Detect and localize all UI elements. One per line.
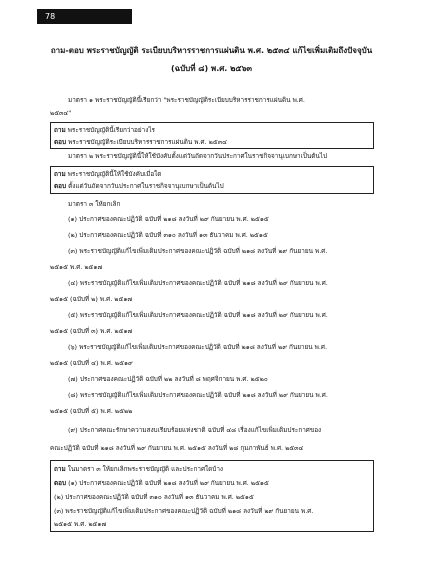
question-text: พระราชบัญญัตินี้ให้ใช้บังคับเมื่อใด <box>67 170 162 178</box>
qa-box-1 <box>50 122 374 149</box>
list-item-cont: คณะปฏิวัติ ฉบับที่ ๒๑๘ ลงวันที่ ๒๙ กันยายน พ.ศ. ๒๕๑๕ ลงวันที่ ๒๘ กุมภาพันธ์ พ.ศ. ๒๕๓๔ <box>50 444 304 452</box>
qa-1-answer <box>54 138 227 147</box>
list-item: (๗) ประกาศของคณะปฏิวัติ ฉบับที่ ๒๒ ลงวันที่ ๘ พฤศจิกายน พ.ศ. ๒๕๒๐ <box>68 375 268 383</box>
qa-box-2 <box>50 166 374 194</box>
section-2-text: มาตรา ๒ พระราชบัญญัตินี้ให้ใช้บังคับตั้งแต่วันถัดจากวันประกาศในราชกิจจานุเบกษาเป็นต้นไป <box>68 152 328 160</box>
list-item: (๙) ประกาศคณะรักษาความสงบเรียบร้อยแห่งชาติ ฉบับที่ ๔๘ เรื่องแก้ไขเพิ่มเติมประกาศของ <box>68 426 322 434</box>
qa-1-question <box>54 126 155 135</box>
document-title: ถาม-ตอบ พระราชบัญญัติ ระเบียบบริหารราชการแผ่นดิน พ.ศ. ๒๕๓๔ แก้ไขเพิ่มเติมถึงปัจจุบัน <box>50 46 373 55</box>
question-label: ถาม <box>54 126 66 134</box>
list-item-cont: ๒๕๑๕ (ฉบับที่ ๓) พ.ศ. ๒๕๑๗ <box>50 327 133 335</box>
list-item: (๖) พระราชบัญญัติแก้ไขเพิ่มเติมประกาศของคณะปฏิวัติ ฉบับที่ ๒๑๘ ลงวันที่ ๒๙ กันยายน พ.ศ. <box>68 343 328 351</box>
answer-label: ตอบ <box>54 182 67 190</box>
list-item: (๒) ประกาศของคณะปฏิวัติ ฉบับที่ ๓๑๐ ลงวันที่ ๑๓ ธันวาคม พ.ศ. ๒๕๑๕ <box>68 231 268 239</box>
document-subtitle: (ฉบับที่ ๘) พ.ศ. ๒๕๖๓ <box>170 64 253 73</box>
qa-3-answer-line: (๒) ประกาศของคณะปฏิวัติ ฉบับที่ ๓๑๐ ลงวันที่ ๑๓ ธันวาคม พ.ศ. ๒๕๑๕ <box>54 493 254 501</box>
page-number-badge: 78 <box>37 9 132 24</box>
answer-text: (๑) ประกาศของคณะปฏิวัติ ฉบับที่ ๒๑๘ ลงวันที่ ๒๙ กันยายน พ.ศ. ๒๕๑๕ <box>68 479 269 487</box>
answer-text: ตั้งแต่วันถัดจากวันประกาศในราชกิจจานุเบกษาเป็นต้นไป <box>68 182 224 190</box>
qa-2-question <box>54 170 161 179</box>
qa-3-answer <box>54 479 269 488</box>
list-item-cont: ๒๕๑๕ (ฉบับที่ ๒) พ.ศ. ๒๕๑๗ <box>50 295 133 303</box>
list-item-cont: ๒๕๑๕ (ฉบับที่ ๕) พ.ศ. ๒๕๒๒ <box>50 407 133 415</box>
list-item: (๔) พระราชบัญญัติแก้ไขเพิ่มเติมประกาศของคณะปฏิวัติ ฉบับที่ ๒๑๘ ลงวันที่ ๒๙ กันยายน พ.ศ. <box>68 279 328 287</box>
list-item-cont: ๒๕๑๕ (ฉบับที่ ๔) พ.ศ. ๒๕๑๙ <box>50 359 133 367</box>
question-label: ถาม <box>54 170 66 178</box>
list-item: (๕) พระราชบัญญัติแก้ไขเพิ่มเติมประกาศของคณะปฏิวัติ ฉบับที่ ๒๑๘ ลงวันที่ ๒๙ กันยายน พ.ศ. <box>68 311 328 319</box>
list-item: (๓) พระราชบัญญัติแก้ไขเพิ่มเติมประกาศของคณะปฏิวัติ ฉบับที่ ๒๑๘ ลงวันที่ ๒๙ กันยายน พ.ศ. <box>68 247 328 255</box>
list-item-cont: ๒๕๑๕ พ.ศ. ๒๕๑๗ <box>50 263 103 271</box>
answer-text: พระราชบัญญัติระเบียบบริหารราชการแผ่นดิน พ.ศ. ๒๕๓๔ <box>68 138 227 146</box>
section-1-text: มาตรา ๑ พระราชบัญญัตินี้เรียกว่า "พระราชบัญญัติระเบียบบริหารราชการแผ่นดิน พ.ศ. <box>68 96 305 104</box>
qa-2-answer <box>54 182 224 191</box>
qa-box-3 <box>50 460 374 532</box>
question-text: พระราชบัญญัตินี้เรียกว่าอย่างไร <box>67 126 155 134</box>
answer-label: ตอบ <box>54 479 67 487</box>
qa-3-answer-line: (๓) พระราชบัญญัติแก้ไขเพิ่มเติมประกาศของคณะปฏิวัติ ฉบับที่ ๒๑๘ ลงวันที่ ๒๙ กันยายน พ.ศ. <box>54 507 314 515</box>
qa-3-question <box>54 465 223 474</box>
section-3-text: มาตรา ๓ ให้ยกเลิก <box>68 200 121 208</box>
list-item: (๑) ประกาศของคณะปฏิวัติ ฉบับที่ ๒๑๘ ลงวันที่ ๒๙ กันยายน พ.ศ. ๒๕๑๕ <box>68 215 269 223</box>
question-label: ถาม <box>54 465 66 473</box>
list-item: (๘) พระราชบัญญัติแก้ไขเพิ่มเติมประกาศของคณะปฏิวัติ ฉบับที่ ๒๑๘ ลงวันที่ ๒๙ กันยายน พ.ศ. <box>68 391 328 399</box>
section-1-text-cont: ๒๕๓๔" <box>50 109 72 117</box>
answer-label: ตอบ <box>54 138 67 146</box>
qa-3-answer-line: ๒๕๑๕ พ.ศ. ๒๕๑๗ <box>54 520 107 528</box>
question-text: ในมาตรา ๓ ให้ยกเลิกพระราชบัญญัติ และประกาศใดบ้าง <box>67 465 224 473</box>
